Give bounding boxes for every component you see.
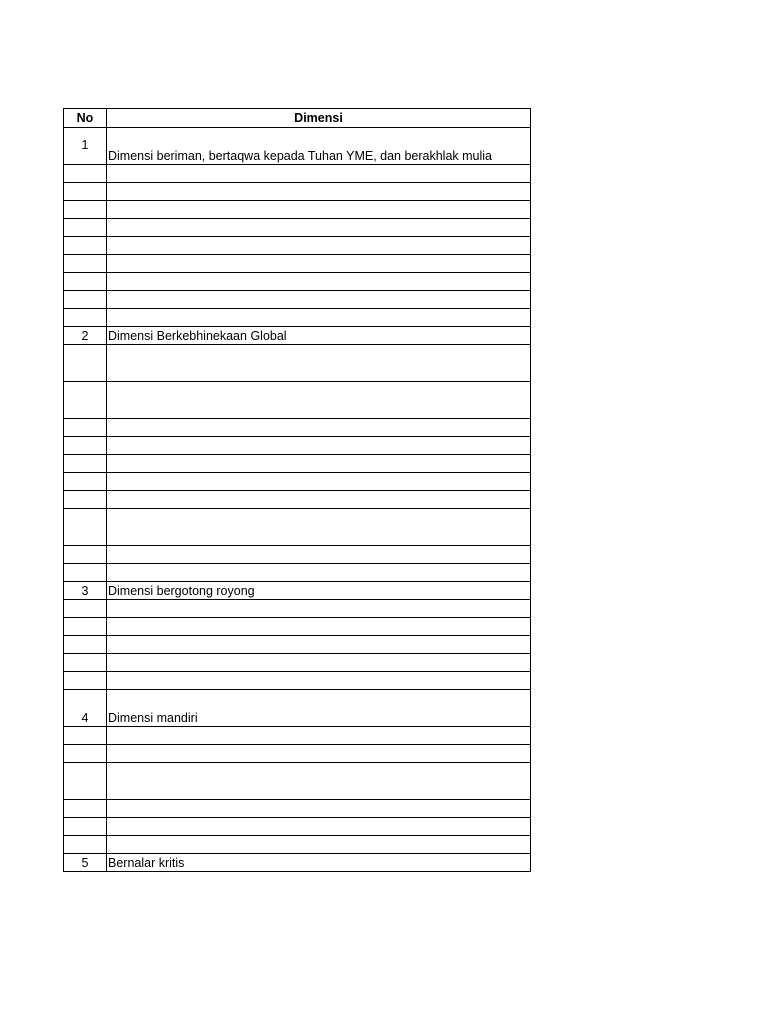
row-number-cell[interactable] [64,255,107,273]
dimension-cell[interactable]: Bernalar kritis [107,854,531,872]
row-number-cell[interactable] [64,600,107,618]
row-number-cell[interactable] [64,473,107,491]
table-row [64,455,531,473]
table-row [64,582,531,600]
table-row [64,165,531,183]
row-number-cell[interactable] [64,291,107,309]
table-row [64,745,531,763]
table-row [64,345,531,382]
row-number-cell[interactable] [64,345,107,382]
table-row [64,564,531,582]
table-row [64,854,531,872]
row-number-cell[interactable]: 5 [64,854,107,872]
dimension-cell[interactable] [107,564,531,582]
table-row [64,509,531,546]
dimension-cell[interactable] [107,473,531,491]
dimension-cell[interactable] [107,818,531,836]
table-row [64,836,531,854]
row-number-cell[interactable] [64,654,107,672]
table-row [64,491,531,509]
row-number-cell[interactable] [64,237,107,255]
row-number-cell[interactable]: 1 [64,128,107,165]
table-row [64,600,531,618]
table-row [64,800,531,818]
table-row [64,690,531,727]
table-row [64,255,531,273]
table-row [64,546,531,564]
table-header-row [64,109,531,128]
dimensi-table [63,108,531,872]
row-number-cell[interactable] [64,219,107,237]
table-row [64,327,531,345]
dimension-cell[interactable] [107,309,531,327]
row-number-cell[interactable] [64,419,107,437]
dimension-cell[interactable] [107,546,531,564]
table-row [64,727,531,745]
row-number-cell[interactable] [64,672,107,690]
dimension-cell[interactable] [107,382,531,419]
table-row [64,636,531,654]
dimension-cell[interactable] [107,800,531,818]
row-number-cell[interactable] [64,836,107,854]
row-number-cell[interactable] [64,455,107,473]
row-number-cell[interactable] [64,636,107,654]
table-row [64,237,531,255]
row-number-cell[interactable] [64,491,107,509]
row-number-cell[interactable]: 2 [64,327,107,345]
dimension-cell[interactable] [107,763,531,800]
table-row [64,382,531,419]
dimension-cell[interactable]: Dimensi beriman, bertaqwa kepada Tuhan YME, dan berakhlak mulia [107,128,531,165]
dimension-cell[interactable] [107,600,531,618]
row-number-cell[interactable] [64,546,107,564]
row-number-cell[interactable] [64,763,107,800]
table-row [64,201,531,219]
dimension-cell[interactable] [107,183,531,201]
table-row [64,437,531,455]
row-number-cell[interactable] [64,273,107,291]
table-row [64,654,531,672]
dimension-cell[interactable] [107,201,531,219]
table-row [64,672,531,690]
dimension-cell[interactable]: Dimensi Berkebhinekaan Global [107,327,531,345]
row-number-cell[interactable] [64,382,107,419]
row-number-cell[interactable] [64,800,107,818]
row-number-cell[interactable] [64,165,107,183]
dimension-cell[interactable] [107,437,531,455]
dimension-cell[interactable] [107,836,531,854]
table-row [64,818,531,836]
dimension-cell[interactable] [107,636,531,654]
row-number-cell[interactable] [64,183,107,201]
row-number-cell[interactable] [64,509,107,546]
dimension-cell[interactable] [107,291,531,309]
table-row [64,473,531,491]
dimension-cell[interactable] [107,255,531,273]
dimension-cell[interactable]: Dimensi mandiri [107,690,531,727]
row-number-cell[interactable] [64,618,107,636]
dimension-cell[interactable] [107,672,531,690]
row-number-cell[interactable]: 3 [64,582,107,600]
column-header-no[interactable]: No [64,109,107,128]
dimension-cell[interactable] [107,345,531,382]
dimension-cell[interactable] [107,419,531,437]
dimension-cell[interactable]: Dimensi bergotong royong [107,582,531,600]
dimension-cell[interactable] [107,273,531,291]
row-number-cell[interactable] [64,745,107,763]
table-row [64,618,531,636]
table-row [64,419,531,437]
table-row [64,763,531,800]
row-number-cell[interactable] [64,201,107,219]
table-row [64,291,531,309]
table-row [64,273,531,291]
dimension-cell[interactable] [107,491,531,509]
dimension-cell[interactable] [107,165,531,183]
dimension-cell[interactable] [107,237,531,255]
table-row [64,128,531,165]
column-header-dimensi[interactable]: Dimensi [107,109,531,128]
row-number-cell[interactable] [64,309,107,327]
row-number-cell[interactable]: 4 [64,690,107,727]
dimension-cell[interactable] [107,654,531,672]
row-number-cell[interactable] [64,727,107,745]
row-number-cell[interactable] [64,564,107,582]
dimension-cell[interactable] [107,618,531,636]
row-number-cell[interactable] [64,437,107,455]
dimension-cell[interactable] [107,455,531,473]
table-row [64,219,531,237]
dimension-cell[interactable] [107,727,531,745]
dimension-cell[interactable] [107,509,531,546]
table-row [64,309,531,327]
dimension-cell[interactable] [107,219,531,237]
dimension-cell[interactable] [107,745,531,763]
table-row [64,183,531,201]
row-number-cell[interactable] [64,818,107,836]
